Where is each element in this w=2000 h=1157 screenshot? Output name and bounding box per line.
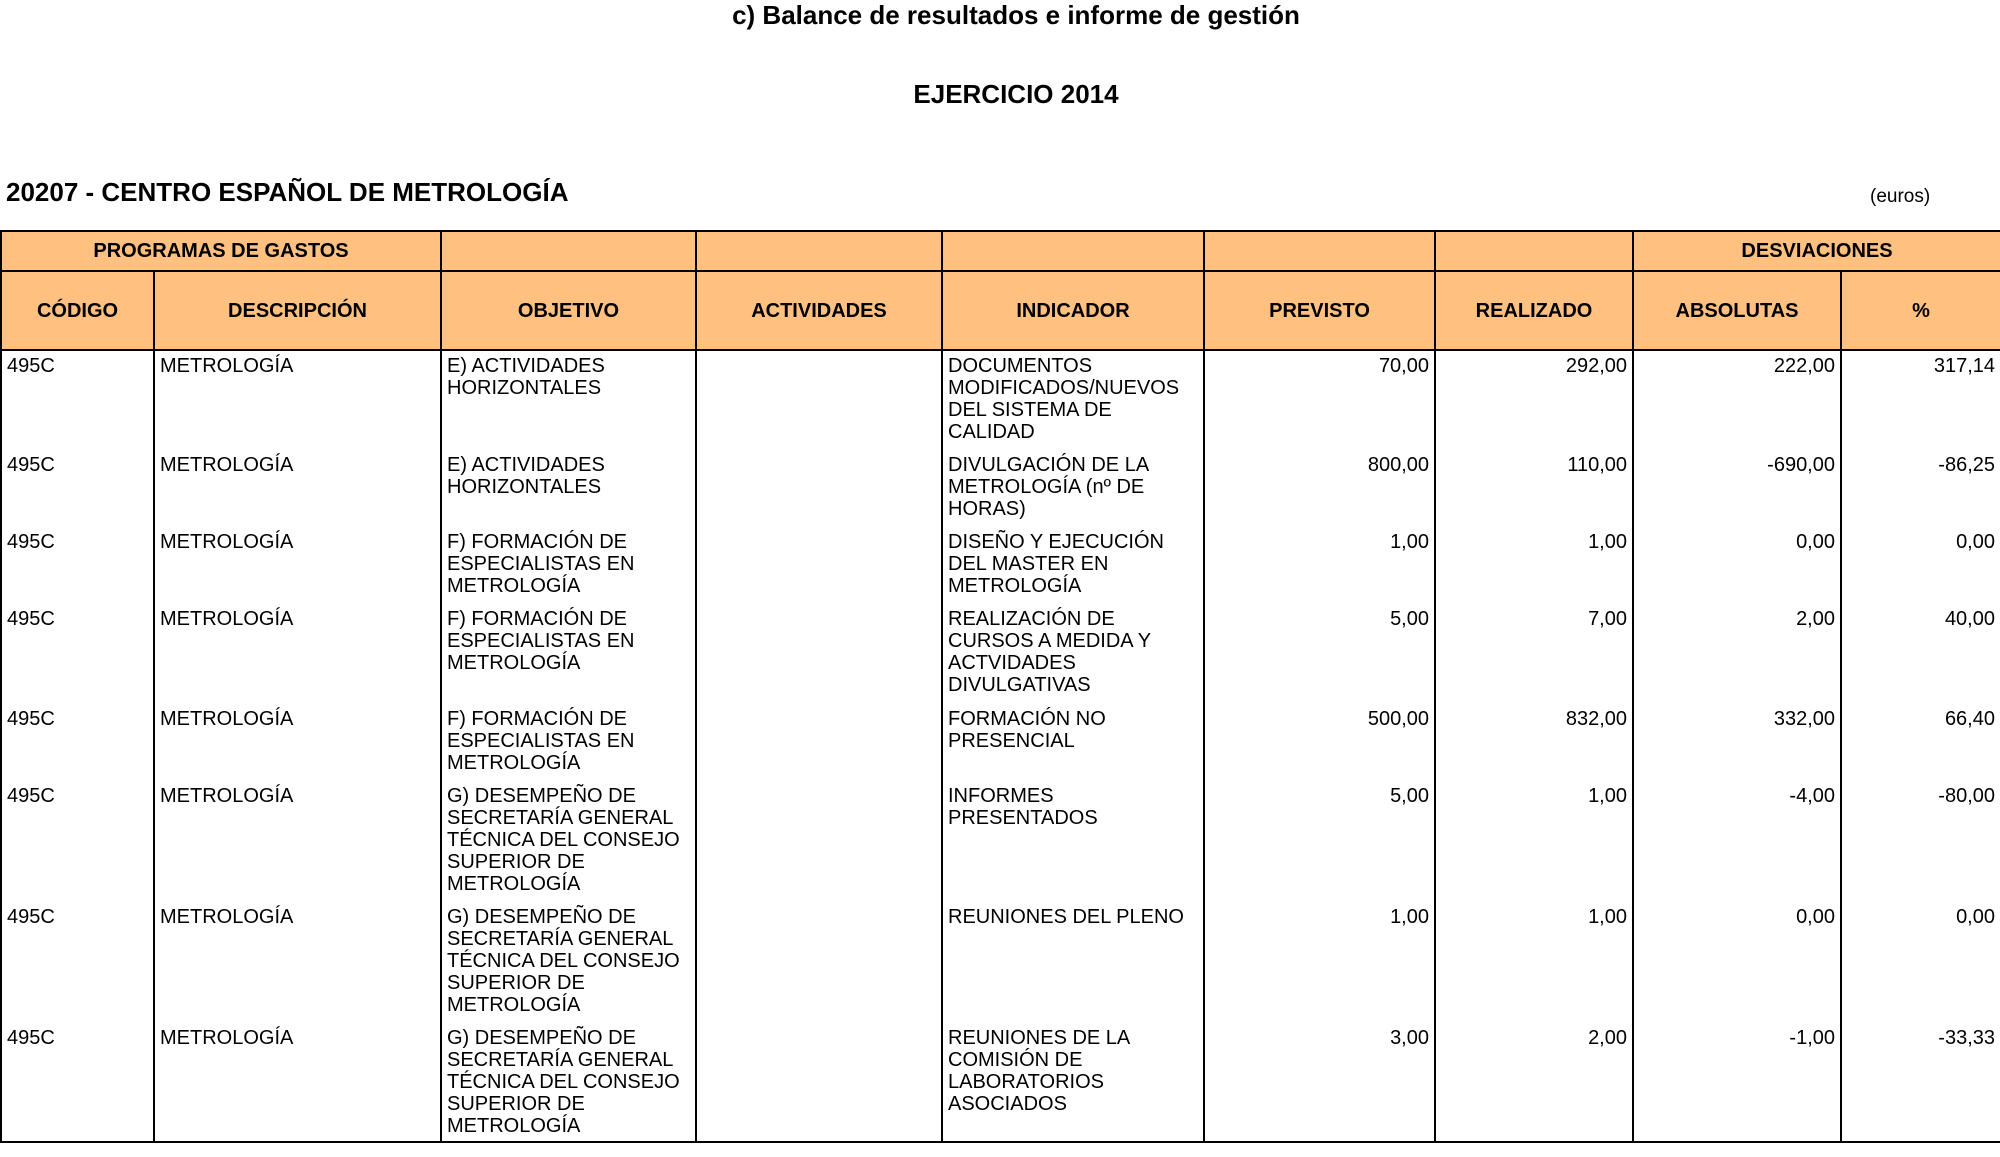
- cell-realizado: 832,00: [1435, 704, 1633, 781]
- cell-actividades: [696, 781, 942, 902]
- table-row: [1, 604, 2000, 704]
- cell-codigo: 495C: [1, 527, 154, 604]
- cell-actividades: [696, 604, 942, 704]
- cell-actividades: [696, 902, 942, 1023]
- cell-absolutas: 332,00: [1633, 704, 1841, 781]
- cell-previsto: 500,00: [1204, 704, 1435, 781]
- table-row: [1, 781, 2000, 902]
- cell-objetivo: F) FORMACIÓN DE ESPECIALISTAS EN METROLOGÍA: [441, 527, 696, 604]
- cell-descripcion: METROLOGÍA: [154, 1023, 441, 1142]
- cell-pct: 317,14: [1841, 350, 2000, 450]
- cell-pct: -86,25: [1841, 450, 2000, 527]
- cell-pct: -80,00: [1841, 781, 2000, 902]
- cell-actividades: [696, 704, 942, 781]
- cell-realizado: 2,00: [1435, 1023, 1633, 1142]
- cell-descripcion: METROLOGÍA: [154, 604, 441, 704]
- cell-indicador: REUNIONES DE LA COMISIÓN DE LABORATORIOS ASOCIADOS: [942, 1023, 1204, 1142]
- table-row: [1, 1023, 2000, 1142]
- blank-header: [942, 231, 1204, 271]
- table-row: [1, 902, 2000, 1023]
- cell-codigo: 495C: [1, 781, 154, 902]
- table-row: [1, 450, 2000, 527]
- cell-objetivo: G) DESEMPEÑO DE SECRETARÍA GENERAL TÉCNICA DEL CONSEJO SUPERIOR DE METROLOGÍA: [441, 902, 696, 1023]
- cell-previsto: 1,00: [1204, 902, 1435, 1023]
- table-row: [1, 350, 2000, 450]
- cell-descripcion: METROLOGÍA: [154, 527, 441, 604]
- desviaciones-header: DESVIACIONES: [1633, 231, 2000, 271]
- cell-objetivo: E) ACTIVIDADES HORIZONTALES: [441, 450, 696, 527]
- cell-descripcion: METROLOGÍA: [154, 350, 441, 450]
- column-header-realizado: REALIZADO: [1435, 271, 1633, 350]
- cell-indicador: FORMACIÓN NO PRESENCIAL: [942, 704, 1204, 781]
- cell-objetivo: F) FORMACIÓN DE ESPECIALISTAS EN METROLOGÍA: [441, 604, 696, 704]
- cell-indicador: REALIZACIÓN DE CURSOS A MEDIDA Y ACTVIDADES DIVULGATIVAS: [942, 604, 1204, 704]
- cell-actividades: [696, 450, 942, 527]
- cell-indicador: INFORMES PRESENTADOS: [942, 781, 1204, 902]
- cell-descripcion: METROLOGÍA: [154, 450, 441, 527]
- cell-previsto: 3,00: [1204, 1023, 1435, 1142]
- report-subtitle: EJERCICIO 2014: [913, 79, 1119, 109]
- blank-header: [1435, 231, 1633, 271]
- cell-previsto: 5,00: [1204, 604, 1435, 704]
- units-label: (euros): [1870, 186, 1931, 207]
- cell-codigo: 495C: [1, 450, 154, 527]
- column-header-absolutas: ABSOLUTAS: [1633, 271, 1841, 350]
- entity-name: 20207 - CENTRO ESPAÑOL DE METROLOGÍA: [6, 177, 569, 207]
- blank-header: [696, 231, 942, 271]
- column-header-descripcion: DESCRIPCIÓN: [154, 271, 441, 350]
- cell-indicador: DOCUMENTOS MODIFICADOS/NUEVOS DEL SISTEMA DE CALIDAD: [942, 350, 1204, 450]
- column-header-row: [1, 271, 2000, 350]
- cell-codigo: 495C: [1, 1023, 154, 1142]
- cell-absolutas: 0,00: [1633, 527, 1841, 604]
- blank-header: [1204, 231, 1435, 271]
- cell-previsto: 70,00: [1204, 350, 1435, 450]
- cell-absolutas: -4,00: [1633, 781, 1841, 902]
- cell-pct: 40,00: [1841, 604, 2000, 704]
- cell-absolutas: -690,00: [1633, 450, 1841, 527]
- cell-indicador: DISEÑO Y EJECUCIÓN DEL MASTER EN METROLOGÍA: [942, 527, 1204, 604]
- cell-indicador: DIVULGACIÓN DE LA METROLOGÍA (nº DE HORAS): [942, 450, 1204, 527]
- programas-header: PROGRAMAS DE GASTOS: [1, 231, 441, 271]
- cell-descripcion: METROLOGÍA: [154, 781, 441, 902]
- cell-descripcion: METROLOGÍA: [154, 902, 441, 1023]
- cell-realizado: 1,00: [1435, 527, 1633, 604]
- column-header-actividades: ACTIVIDADES: [696, 271, 942, 350]
- results-table: [0, 230, 2000, 1143]
- cell-absolutas: 2,00: [1633, 604, 1841, 704]
- cell-indicador: REUNIONES DEL PLENO: [942, 902, 1204, 1023]
- cell-absolutas: 0,00: [1633, 902, 1841, 1023]
- column-header-codigo: CÓDIGO: [1, 271, 154, 350]
- cell-codigo: 495C: [1, 604, 154, 704]
- cell-objetivo: G) DESEMPEÑO DE SECRETARÍA GENERAL TÉCNICA DEL CONSEJO SUPERIOR DE METROLOGÍA: [441, 1023, 696, 1142]
- cell-objetivo: G) DESEMPEÑO DE SECRETARÍA GENERAL TÉCNICA DEL CONSEJO SUPERIOR DE METROLOGÍA: [441, 781, 696, 902]
- cell-absolutas: -1,00: [1633, 1023, 1841, 1142]
- cell-pct: 0,00: [1841, 527, 2000, 604]
- cell-actividades: [696, 527, 942, 604]
- cell-actividades: [696, 1023, 942, 1142]
- cell-pct: 0,00: [1841, 902, 2000, 1023]
- cell-objetivo: F) FORMACIÓN DE ESPECIALISTAS EN METROLOGÍA: [441, 704, 696, 781]
- column-header-previsto: PREVISTO: [1204, 271, 1435, 350]
- table-row: [1, 704, 2000, 781]
- cell-codigo: 495C: [1, 350, 154, 450]
- cell-absolutas: 222,00: [1633, 350, 1841, 450]
- cell-pct: -33,33: [1841, 1023, 2000, 1142]
- report-title: c) Balance de resultados e informe de gestión: [732, 0, 1300, 30]
- column-header-objetivo: OBJETIVO: [441, 271, 696, 350]
- cell-realizado: 292,00: [1435, 350, 1633, 450]
- cell-previsto: 800,00: [1204, 450, 1435, 527]
- cell-realizado: 1,00: [1435, 781, 1633, 902]
- blank-header: [441, 231, 696, 271]
- cell-realizado: 7,00: [1435, 604, 1633, 704]
- cell-codigo: 495C: [1, 902, 154, 1023]
- cell-actividades: [696, 350, 942, 450]
- cell-previsto: 1,00: [1204, 527, 1435, 604]
- column-header-pct: %: [1841, 271, 2000, 350]
- cell-realizado: 1,00: [1435, 902, 1633, 1023]
- cell-objetivo: E) ACTIVIDADES HORIZONTALES: [441, 350, 696, 450]
- table-row: [1, 527, 2000, 604]
- cell-pct: 66,40: [1841, 704, 2000, 781]
- cell-previsto: 5,00: [1204, 781, 1435, 902]
- group-header-row: [1, 231, 2000, 271]
- cell-descripcion: METROLOGÍA: [154, 704, 441, 781]
- cell-realizado: 110,00: [1435, 450, 1633, 527]
- column-header-indicador: INDICADOR: [942, 271, 1204, 350]
- cell-codigo: 495C: [1, 704, 154, 781]
